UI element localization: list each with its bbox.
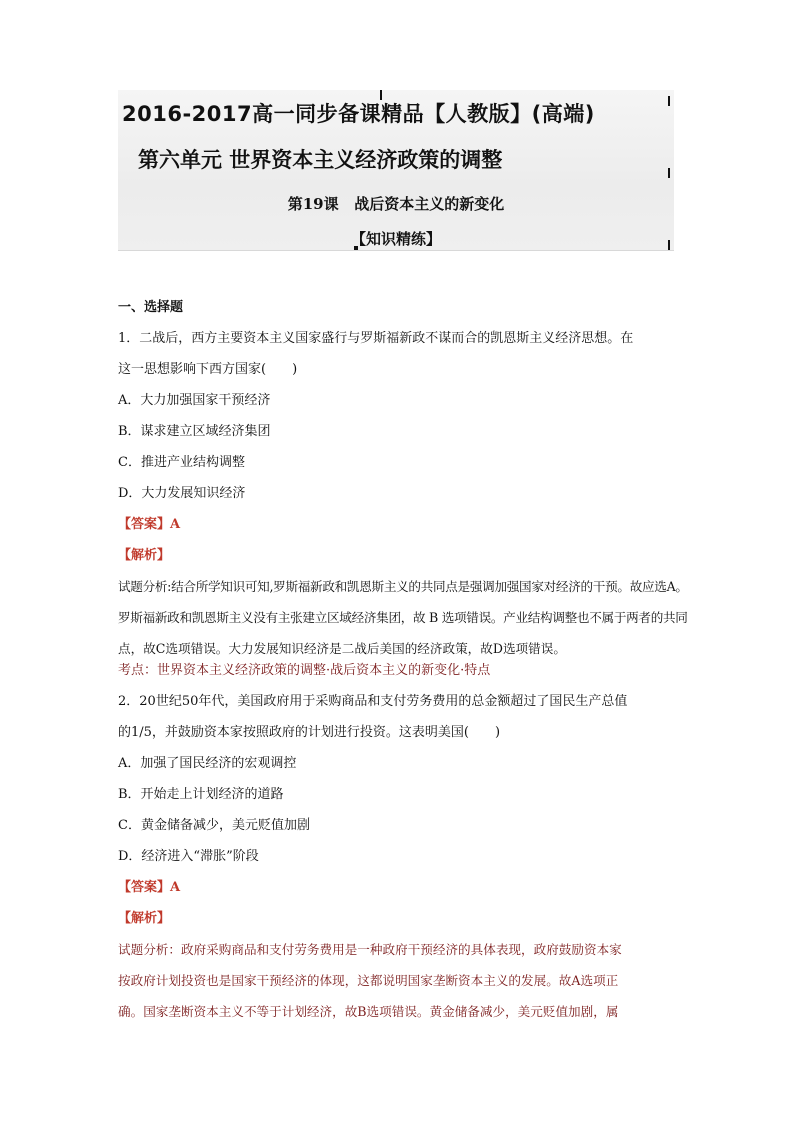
analysis-text: 试题分析:结合所学知识可知,罗斯福新政和凯恩斯主义的共同点是强调加强国家对经济的干预。故应选A。	[118, 579, 688, 594]
answer-value: A	[170, 517, 181, 532]
answer-label: 【答案】	[118, 517, 171, 532]
option-b: B．谋求建立区域经济集团	[118, 424, 271, 439]
analysis-text: 点，故C选项错误。大力发展知识经济是二战后美国的经济政策，故D选项错误。	[118, 641, 566, 656]
option-d: D．大力发展知识经济	[118, 486, 246, 501]
header-banner	[118, 90, 674, 251]
document-title: 2016-2017高一同步备课精品【人教版】(高端)	[122, 102, 595, 126]
analysis-text: 确。国家垄断资本主义不等于计划经济，故B选项错误。黄金储备减少，美元贬值加剧，属	[118, 1004, 619, 1019]
answer-label: 【答案】	[118, 880, 171, 895]
document-body	[118, 292, 690, 1027]
answer-line	[118, 872, 690, 903]
question-stem: 的1/5，并鼓励资本家按照政府的计划进行投资。这表明美国( )	[118, 725, 501, 740]
option-c: C．黄金储备减少，美元贬值加剧	[118, 818, 310, 833]
analysis-text: 按政府计划投资也是国家干预经济的体现，这都说明国家垄断资本主义的发展。故A选项正	[118, 973, 619, 988]
question-stem: 2．20世纪50年代，美国政府用于采购商品和支付劳务费用的总金额超过了国民生产总值	[118, 694, 628, 709]
analysis-label: 【解析】	[118, 911, 171, 926]
lesson-title: 第19课 战后资本主义的新变化	[287, 195, 505, 213]
answer-line	[118, 509, 690, 540]
option-a: A．加强了国民经济的宏观调控	[118, 756, 297, 771]
question-2	[118, 686, 690, 1027]
banner-marker	[668, 168, 670, 178]
question-stem: 这一思想影响下西方国家( )	[118, 362, 298, 377]
question-stem: 1．二战后，西方主要资本主义国家盛行与罗斯福新政不谋而合的凯恩斯主义经济思想。在	[118, 331, 634, 346]
section-label: 【知识精练】	[350, 230, 441, 248]
section-heading: 一、选择题	[118, 300, 184, 315]
option-b: B．开始走上计划经济的道路	[118, 787, 284, 802]
option-d: D．经济进入“滞胀”阶段	[118, 849, 259, 864]
answer-value: A	[170, 880, 181, 895]
unit-title: 第六单元 世界资本主义经济政策的调整	[138, 148, 503, 172]
question-1	[118, 323, 690, 682]
kaodian-note: 考点：世界资本主义经济政策的调整·战后资本主义的新变化·特点	[118, 663, 491, 678]
analysis-label: 【解析】	[118, 548, 171, 563]
option-c: C．推进产业结构调整	[118, 455, 245, 470]
analysis-text: 罗斯福新政和凯恩斯主义没有主张建立区域经济集团，故 B 选项错误。产业结构调整也不属于两者的共同	[118, 610, 688, 625]
analysis-text: 试题分析：政府采购商品和支付劳务费用是一种政府干预经济的具体表现，政府鼓励资本家	[118, 942, 622, 957]
option-a: A．大力加强国家干预经济	[118, 393, 271, 408]
